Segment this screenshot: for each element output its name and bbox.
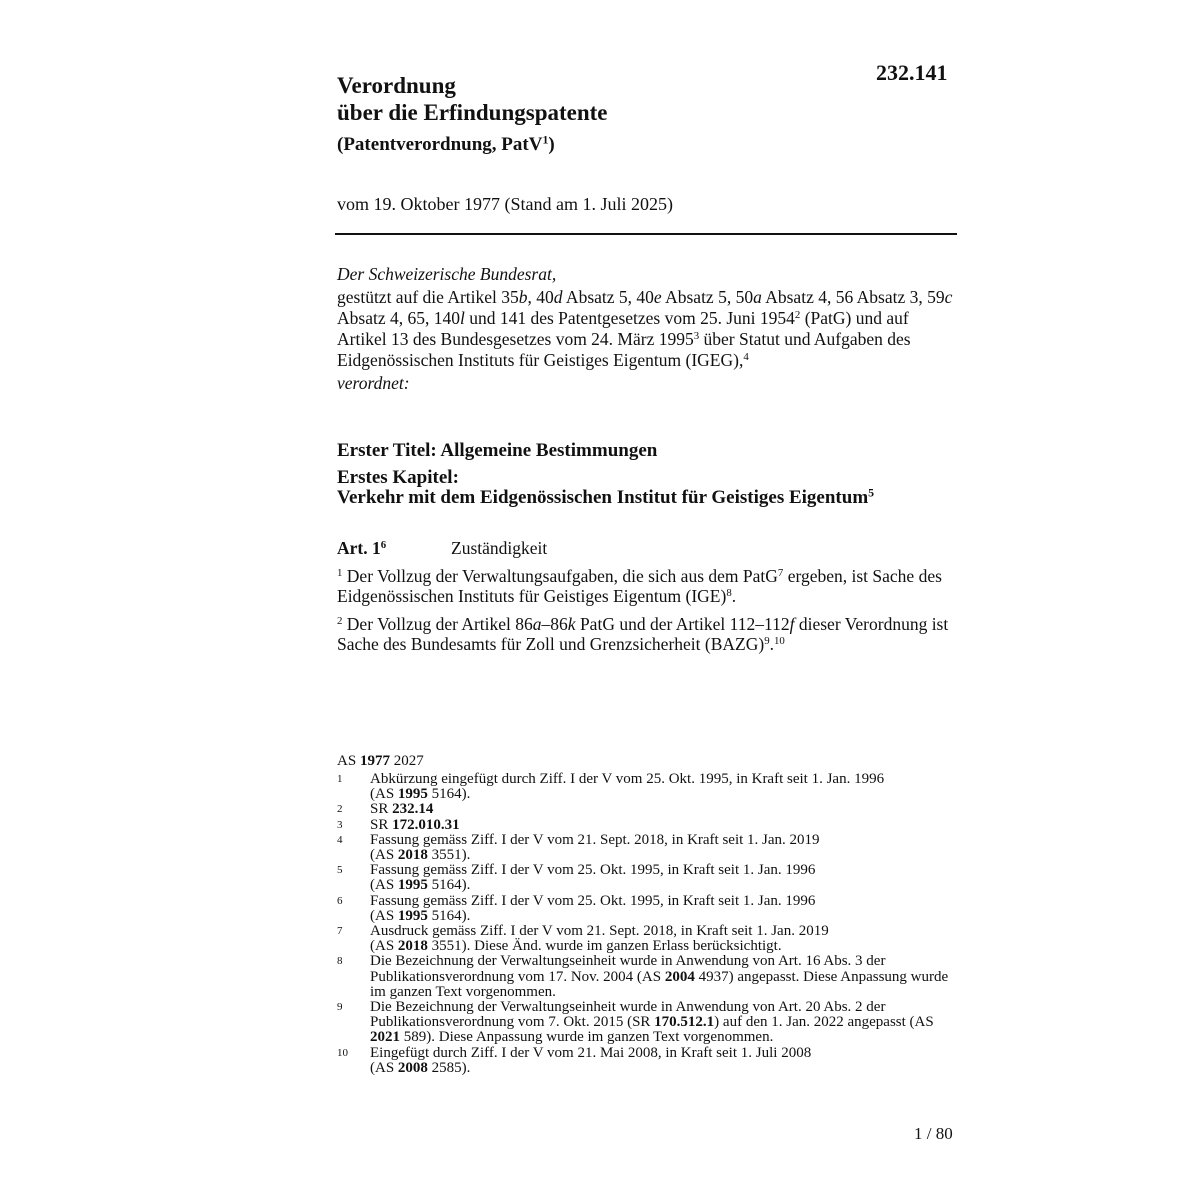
horizontal-rule xyxy=(335,233,957,235)
footnote: 9 Die Bezeichnung der Verwaltungseinheit wurde in Anwendung von Art. 20 Abs. 2 der Publikationsverordnung vom 7. Okt. 2015 (SR 170.512.1) auf den 1. Jan. 2022 angepasst (AS 2021 589). Diese Anpassung wurde im ganzen Text vorgenommen. xyxy=(337,999,934,1046)
article-title: Zuständigkeit xyxy=(451,538,548,558)
date-line: vom 19. Oktober 1977 (Stand am 1. Juli 2025) xyxy=(337,194,673,214)
footnotes xyxy=(337,772,957,1076)
footnote: 3 SR 172.010.31 xyxy=(337,816,460,833)
footnote-ref-3[interactable]: 3 xyxy=(693,330,700,343)
footnote-ref-2[interactable]: 2 xyxy=(794,309,801,322)
article-paragraph-1: $^1$ Der Vollzug der Verwaltungsaufgaben, die sich aus dem PatG$^7$ ergeben, ist Sache des Eidgenössischen Instituts für Geistiges Eigentum (IGE)$^8$. xyxy=(337,566,942,606)
footnote: 10 Eingefügt durch Ziff. I der V vom 21. Mai 2008, in Kraft seit 1. Juli 2008 (AS 2008 2585). xyxy=(337,1044,812,1076)
document-title xyxy=(337,72,877,158)
title-line-2: über die Erfindungspatente xyxy=(337,100,608,125)
footnote-ref-5[interactable]: 5 xyxy=(868,486,875,500)
footnote-ref-1[interactable]: 1 xyxy=(542,133,549,147)
sr-number: 232.141 xyxy=(876,60,948,85)
article-number: Art. $1^6$ xyxy=(337,538,387,558)
preamble-verordnet: verordnet: xyxy=(337,373,410,393)
footnote-ref-4[interactable]: 4 xyxy=(743,351,749,364)
footnote-ref-10[interactable]: 10 xyxy=(773,635,785,648)
footnote-ref-8[interactable]: 8 xyxy=(726,587,732,600)
article-heading xyxy=(337,538,547,559)
footnote: 6 Fassung gemäss Ziff. I der V vom 25. Okt. 1995, in Kraft seit 1. Jan. 1996 (AS 1995 5164). xyxy=(337,892,816,924)
article-paragraph-2: $^2$ Der Vollzug der Artikel 86a–86k PatG und der Artikel 112–112f dieser Verordnung ist Sache des Bundesamts für Zoll und Grenzsicherheit (BAZG)$^9$.$^{10}$ xyxy=(337,614,949,654)
footnote: 7 Ausdruck gemäss Ziff. I der V vom 21. Sept. 2018, in Kraft seit 1. Jan. 2019 (AS 2018 3551). Diese Änd. wurde im ganzen Erlass berücksichtigt. xyxy=(337,923,829,955)
preamble xyxy=(337,264,959,394)
as-reference: AS 1977 2027 xyxy=(337,753,424,769)
footnote: 8 Die Bezeichnung der Verwaltungseinheit wurde in Anwendung von Art. 16 Abs. 3 der Publikationsverordnung vom 17. Nov. 2004 (AS 2004 4937) angepasst. Diese Anpassung wurde im ganzen Text vorgenommen. xyxy=(337,953,949,1000)
page-number: 1 / 80 xyxy=(914,1124,953,1143)
footnote: 1 Abkürzung eingefügt durch Ziff. I der V vom 25. Okt. 1995, in Kraft seit 1. Jan. 1996 (AS 1995 5164). xyxy=(337,771,885,803)
footnote-ref-6[interactable]: 6 xyxy=(380,539,387,552)
footnote-ref-9[interactable]: 9 xyxy=(764,635,770,648)
heading-titel: Erster Titel: Allgemeine Bestimmungen xyxy=(337,440,658,461)
footnote-ref-7[interactable]: 7 xyxy=(777,567,784,580)
title-line-1: Verordnung xyxy=(337,73,456,98)
title-short-name: (Patentverordnung, PatV$^1$) xyxy=(337,133,555,155)
footnote: 5 Fassung gemäss Ziff. I der V vom 25. Okt. 1995, in Kraft seit 1. Jan. 1996 (AS 1995 5164). xyxy=(337,862,816,894)
preamble-basis: gestützt auf die Artikel 35b, 40d Absatz 5, 40e Absatz 5, 50a Absatz 4, 56 Absatz 3, 59c Absatz 4, 65, 140l und 141 des Patentgesetzes vom 25. Juni 1954$^2$ (PatG) und auf Artikel 13 des Bundesgesetzes vom 24. März 1995$^3$ über Statut und Aufgaben des Eidgenössischen Instituts für Geistiges Eigentum (IGEG),$^4$ xyxy=(337,287,953,370)
footnote: 2 SR 232.14 xyxy=(337,801,434,818)
heading-kapitel: Erstes Kapitel: Verkehr mit dem Eidgenössischen Institut für Geistiges Eigentum$^5$ xyxy=(337,467,875,508)
preamble-authority: Der Schweizerische Bundesrat, xyxy=(337,264,557,284)
footnote: 4 Fassung gemäss Ziff. I der V vom 21. Sept. 2018, in Kraft seit 1. Jan. 2019 (AS 2018 3551). xyxy=(337,831,820,864)
